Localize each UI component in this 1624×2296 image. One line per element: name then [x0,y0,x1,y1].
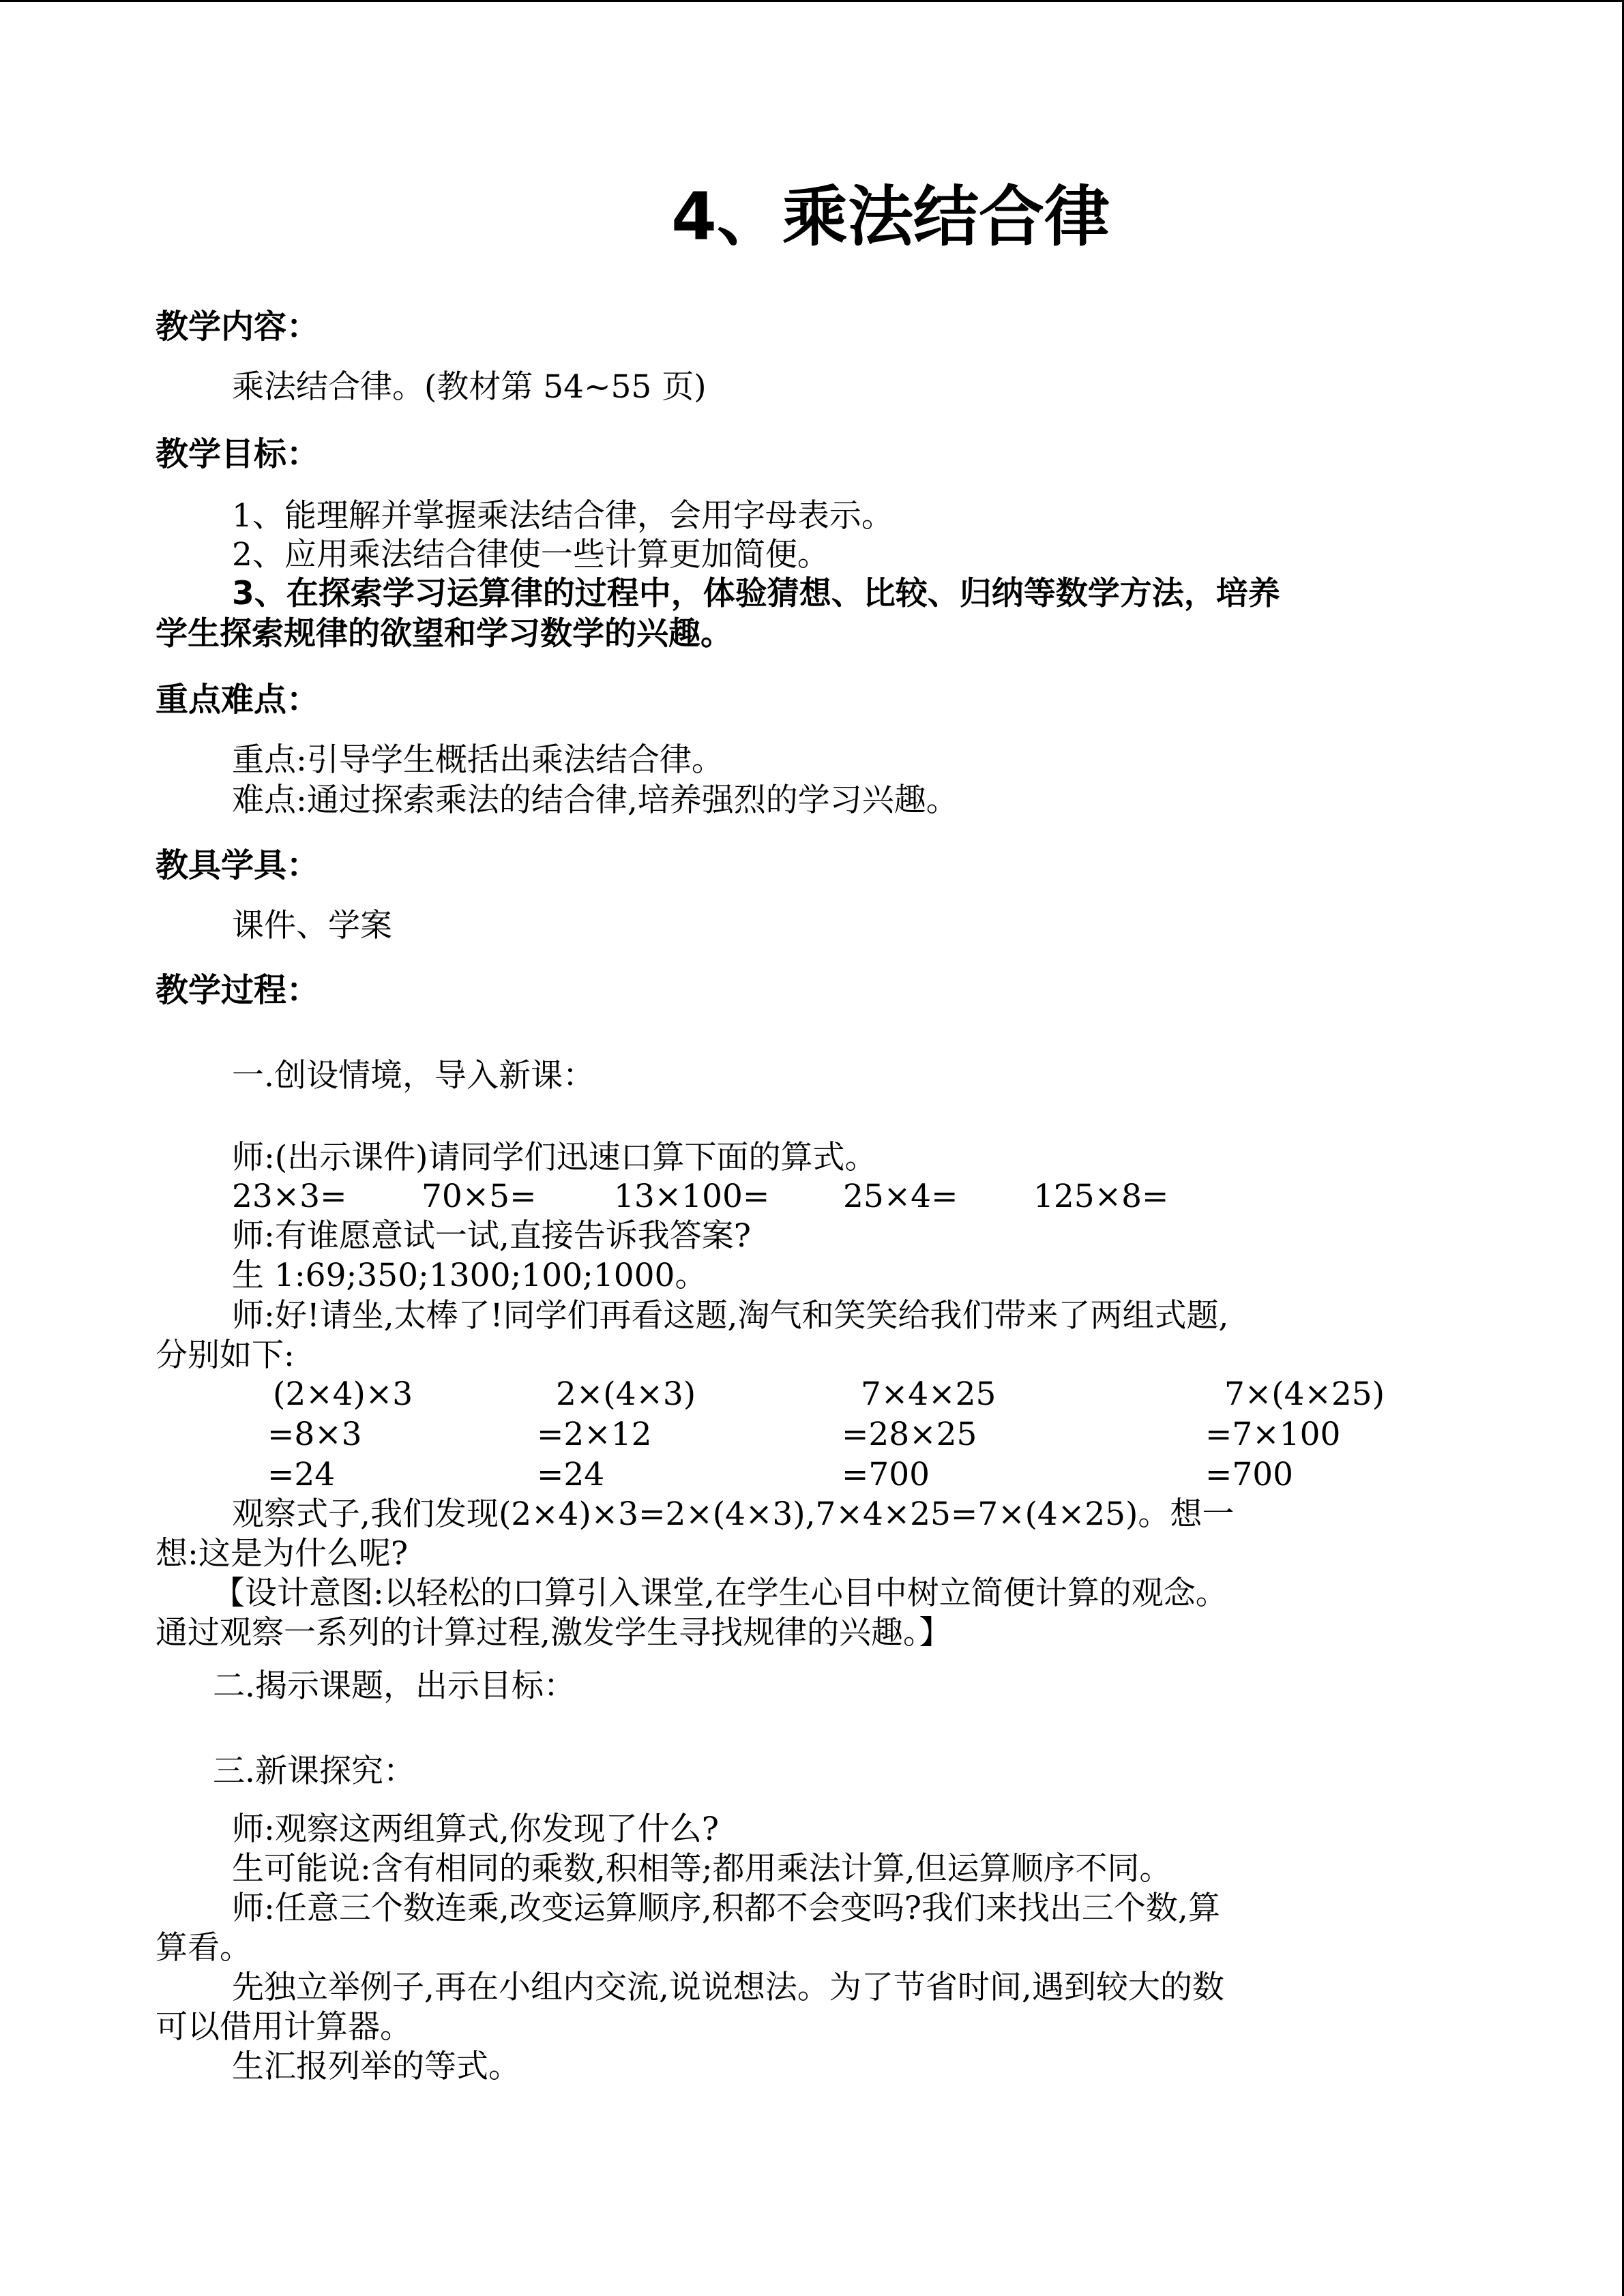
part3-line-3: 师:任意三个数连乘,改变运算顺序,积都不会变吗?我们来找出三个数,算 [232,1890,1220,1927]
work-1-step-3: =24 [267,1456,336,1493]
design-intent-line-2: 通过观察一系列的计算过程,激发学生寻找规律的兴趣。】 [156,1614,951,1652]
part3-line-2: 生可能说:含有相同的乘数,积相等;都用乘法计算,但运算顺序不同。 [232,1850,1172,1888]
part3-line-5: 先独立举例子,再在小组内交流,说说想法。为了节省时间,遇到较大的数 [232,1969,1224,2006]
work-2-step-1: 2×(4×3) [556,1375,696,1413]
work-3-step-2: =28×25 [842,1416,977,1453]
oral-calc-1: 23×3= [232,1178,347,1215]
key-point-2: 难点:通过探索乘法的结合律,培养强烈的学习兴趣。 [232,781,958,819]
work-4-step-2: =7×100 [1205,1416,1341,1453]
work-4-step-1: 7×(4×25) [1224,1375,1385,1413]
part1-title: 一.创设情境，导入新课： [232,1057,595,1094]
goal-item-3-cont: 学生探索规律的欲望和学习数学的兴趣。 [156,615,733,653]
heading-process: 教学过程： [156,971,320,1009]
oral-calc-3: 13×100= [614,1178,770,1215]
oral-calc-5: 125×8= [1033,1178,1169,1215]
key-point-1: 重点:引导学生概括出乘法结合律。 [232,741,724,779]
work-3-step-3: =700 [842,1456,930,1493]
tools-text: 课件、学案 [232,907,392,944]
work-1-step-2: =8×3 [267,1416,362,1453]
process-line-5: 分别如下: [156,1337,295,1374]
oral-calc-4: 25×4= [843,1178,958,1215]
process-line-4: 师:好!请坐,太棒了!同学们再看这题,淘气和笑笑给我们带来了两组式题, [232,1297,1229,1335]
process-line-1: 师:(出示课件)请同学们迅速口算下面的算式。 [232,1139,877,1176]
heading-tools: 教具学具： [156,846,320,884]
process-line-2: 师:有谁愿意试一试,直接告诉我答案? [232,1217,751,1255]
part3-line-1: 师:观察这两组算式,你发现了什么? [232,1810,719,1848]
work-3-step-1: 7×4×25 [861,1375,996,1413]
work-4-step-3: =700 [1205,1456,1294,1493]
part3-line-4: 算看。 [156,1929,252,1967]
oral-calc-2: 70×5= [422,1178,537,1215]
observe-line-2: 想:这是为什么呢? [156,1535,409,1572]
work-1-step-1: (2×4)×3 [273,1375,413,1413]
heading-content: 教学内容： [156,308,320,346]
work-2-step-3: =24 [537,1456,605,1493]
heading-key-points: 重点难点： [156,681,320,719]
goal-item-3: 3、在探索学习运算律的过程中，体验猜想、比较、归纳等数学方法，培养 [232,575,1280,612]
observe-line-1: 观察式子,我们发现(2×4)×3=2×(4×3),7×4×25=7×(4×25)。想一 [232,1495,1235,1533]
goal-item-2: 2、应用乘法结合律使一些计算更加简便。 [232,536,829,573]
part3-line-6: 可以借用计算器。 [156,2008,412,2046]
process-line-3: 生 1:69;350;1300;100;1000。 [232,1257,707,1294]
part3-title: 三.新课探究： [213,1753,415,1790]
document-title: 4、乘法结合律 [671,179,1110,255]
goal-item-1: 1、能理解并掌握乘法结合律，会用字母表示。 [232,497,894,535]
content-text: 乘法结合律。(教材第 54~55 页) [232,368,707,406]
heading-goals: 教学目标： [156,435,320,473]
work-2-step-2: =2×12 [537,1416,652,1453]
part3-line-7: 生汇报列举的等式。 [232,2048,520,2085]
design-intent-line-1: 【设计意图:以轻松的口算引入课堂,在学生心目中树立简便计算的观念。 [213,1575,1228,1612]
part2-title: 二.揭示课题，出示目标： [213,1667,576,1705]
